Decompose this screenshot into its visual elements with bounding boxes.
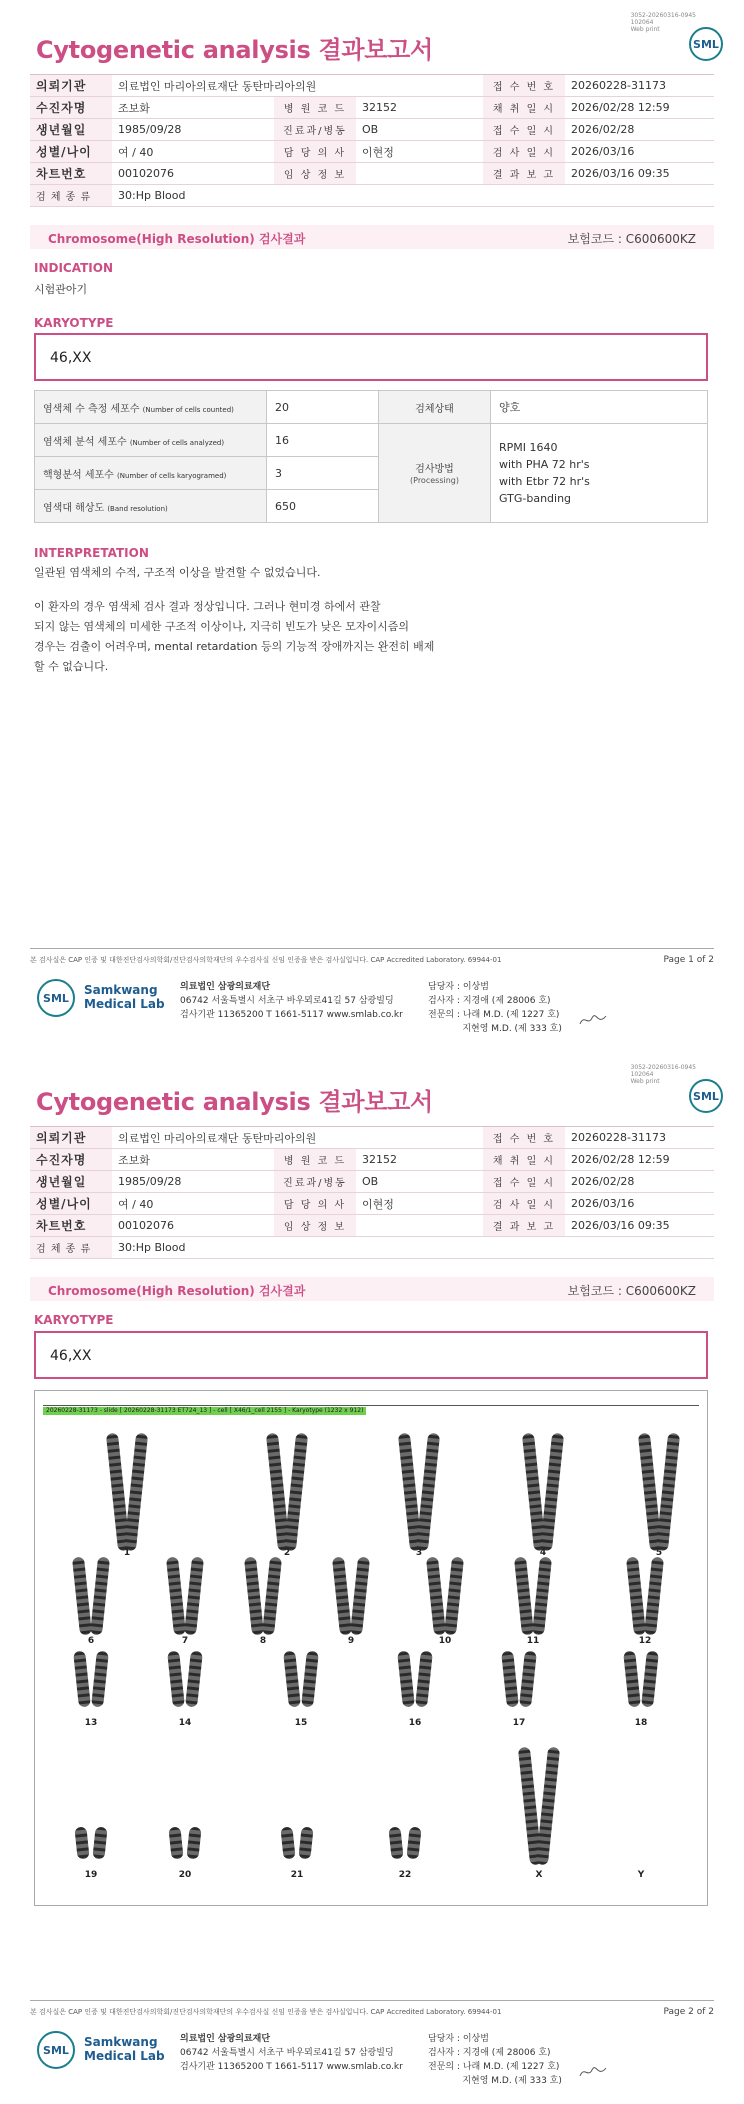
indication-value: 시험관아기 (34, 283, 88, 296)
interpretation-heading: INTERPRETATION (34, 546, 149, 560)
institution-value: 의료법인 마리아의료재단 동탄마리아의원 (112, 75, 483, 97)
chromosome-19-b (92, 1826, 107, 1859)
chromosome-pair-2 (266, 1433, 308, 1558)
chromosome-17-b (519, 1651, 537, 1708)
karyogram-svg (35, 1407, 707, 1905)
patient-info-table (30, 74, 714, 207)
label-received: 접 수 일 시 (483, 119, 565, 141)
chromosome-6-a (72, 1557, 92, 1636)
label-reported: 결 과 보 고 (483, 1215, 565, 1237)
lab-brand: Samkwang Medical Lab (84, 2035, 165, 2063)
page-number: Page 2 of 2 (663, 2007, 714, 2017)
lab-address: 의료법인 삼광의료재단 06742 서울특별시 서초구 바우뫼로41길 57 삼광빌딩 검사기관 11365200 T 1661-5117 www.smlab.co.kr (180, 2034, 403, 2072)
karyotype-value: 46,XX (50, 350, 92, 366)
label-patient: 수진자명 (30, 97, 112, 119)
label-sex-age: 성별/나이 (30, 141, 112, 163)
karyotype-heading: KARYOTYPE (34, 1313, 114, 1327)
print-code: 3052-20260316-0945 102064 Web print (630, 1064, 696, 1085)
chromosome-pair-1 (106, 1433, 148, 1558)
label-chart: 차트번호 (30, 163, 112, 185)
doctor-value: 이현정 (356, 1193, 483, 1215)
chromosome-label-17: 17 (512, 1718, 526, 1728)
chromosome-8-a (244, 1557, 264, 1636)
label-receipt-no: 접 수 번 호 (483, 75, 565, 97)
chromosome-label-10: 10 (438, 1636, 452, 1646)
dob-value: 1985/09/28 (112, 1171, 274, 1193)
signature-icon (578, 2064, 608, 2080)
dept-value: OB (356, 1171, 483, 1193)
collect-value: 2026/02/28 12:59 (565, 1149, 714, 1171)
section-bar (30, 1277, 714, 1301)
indication-heading: INDICATION (34, 261, 113, 275)
interpretation-text: 일관된 염색체의 수적, 구조적 이상을 발견할 수 없었습니다. 이 환자의 경우 염색체 검사 결과 정상입니다. 그러나 현미경 하에서 관찰 되지 않는 염색체의 미세한 구조적 이상이나, 지극히 빈도가 낮은 모자이시즘의 경우는 검출이 어려우며, mental retardation 등의 기능적 장애까지는 완전히 배제 할 수 없습니다. (34, 566, 435, 673)
print-code: 3052-20260316-0945 102064 Web print (630, 12, 696, 33)
svg-text:SML: SML (43, 2044, 69, 2057)
chromosome-14-a (167, 1651, 185, 1708)
chromosome-17-a (501, 1651, 519, 1708)
karyogram-image-bar: 20260228-31173 - slide [ 20260228-31173 ET724_13 ] - cell [ X46/1_cell 2155 ] - Karyotype (1232 x 912) (43, 1397, 699, 1406)
chromosome-20-a (168, 1826, 183, 1859)
insurance-code: 보험코드 : C600600KZ (567, 1284, 696, 1298)
signature-icon (578, 1012, 608, 1028)
label-collect: 채 취 일 시 (483, 1149, 565, 1171)
chromosome-9-b (350, 1557, 370, 1636)
page-title: Cytogenetic analysis 결과보고서 (36, 1088, 433, 1116)
chromosome-pair-9 (332, 1557, 370, 1646)
chromosome-14-b (185, 1651, 203, 1708)
label-patient: 수진자명 (30, 1149, 112, 1171)
chromosome-20-b (186, 1826, 201, 1859)
footer-divider (30, 948, 714, 949)
tested-value: 2026/03/16 (565, 141, 714, 163)
sex-age-value: 여 / 40 (112, 1193, 274, 1215)
footer-accreditation: 본 검사실은 CAP 인증 및 대한진단검사의학회/진단검사의학재단의 우수검사실 신임 인증을 받은 검사실입니다. CAP Accredited Laboratory. 69944-01 (30, 956, 502, 964)
chromosome-label-14: 14 (178, 1718, 192, 1728)
chromosome-label-9: 9 (347, 1636, 355, 1646)
footer-accreditation: 본 검사실은 CAP 인증 및 대한진단검사의학회/진단검사의학재단의 우수검사실 신임 인증을 받은 검사실입니다. CAP Accredited Laboratory. 69944-01 (30, 2008, 502, 2016)
label-received: 접 수 일 시 (483, 1171, 565, 1193)
label-institution: 의뢰기관 (30, 1127, 112, 1149)
chromosome-label-18: 18 (634, 1718, 648, 1728)
reported-value: 2026/03/16 09:35 (565, 1215, 714, 1237)
label-specimen: 검 체 종 류 (30, 1237, 112, 1259)
label-specimen: 검 체 종 류 (30, 185, 112, 207)
svg-text:SML: SML (43, 992, 69, 1005)
receipt-no-value: 20260228-31173 (565, 75, 714, 97)
specimen-value: 30:Hp Blood (112, 1237, 714, 1259)
chromosome-pair-18 (623, 1651, 659, 1728)
chromosome-11-a (514, 1557, 534, 1636)
specimen-value: 30:Hp Blood (112, 185, 714, 207)
chromosome-5-b (656, 1433, 680, 1552)
chromosome-label-5: 5 (655, 1548, 663, 1558)
cells-counted-label: 염색체 수 측정 세포수 (Number of cells counted) (35, 391, 267, 424)
chromosome-12-b (644, 1557, 664, 1636)
samkwang-logo-icon (36, 2030, 76, 2070)
patient-value: 조보화 (112, 1149, 274, 1171)
sml-logo-icon (688, 1078, 724, 1114)
chromosome-9-a (332, 1557, 352, 1636)
chromosome-label-7: 7 (181, 1636, 189, 1646)
chromosome-pair-11 (514, 1557, 552, 1646)
tested-value: 2026/03/16 (565, 1193, 714, 1215)
karyotype-value: 46,XX (50, 1348, 92, 1364)
label-tested: 검 사 일 시 (483, 141, 565, 163)
sml-logo-icon (688, 26, 724, 62)
specimen-state-value: 양호 (491, 391, 708, 424)
chromosome-pair-22 (388, 1826, 421, 1880)
clinical-value (356, 163, 483, 185)
insurance-code: 보험코드 : C600600KZ (567, 232, 696, 246)
chromosome-label-19: 19 (84, 1870, 98, 1880)
chromosome-label-6: 6 (87, 1636, 95, 1646)
lab-brand: Samkwang Medical Lab (84, 983, 165, 1011)
chromosome-pair-13 (73, 1651, 109, 1728)
hospital-code-value: 32152 (356, 1149, 483, 1171)
chromosome-label-3: 3 (415, 1548, 423, 1558)
cell-count-table (34, 390, 708, 523)
footer-divider (30, 2000, 714, 2001)
label-hospital-code: 병 원 코 드 (274, 97, 356, 119)
lab-staff: 담당자 : 이상범 검사자 : 지경애 (제 28006 호) 전문의 : 나래 M.D. (제 1227 호) 지현영 M.D. (제 333 호) (428, 982, 562, 1034)
chromosome-22-a (388, 1826, 403, 1859)
label-dob: 생년월일 (30, 119, 112, 141)
chromosome-11-b (532, 1557, 552, 1636)
label-receipt-no: 접 수 번 호 (483, 1127, 565, 1149)
chromosome-label-21: 21 (290, 1870, 304, 1880)
chromosome-pair-5 (638, 1433, 680, 1558)
chromosome-15-a (283, 1651, 301, 1708)
chromosome-label-20: 20 (178, 1870, 192, 1880)
collect-value: 2026/02/28 12:59 (565, 97, 714, 119)
label-clinical: 임 상 정 보 (274, 1215, 356, 1237)
patient-value: 조보화 (112, 97, 274, 119)
reported-value: 2026/03/16 09:35 (565, 163, 714, 185)
chromosome-pair-10 (426, 1557, 464, 1646)
chromosome-10-a (426, 1557, 446, 1636)
section-bar (30, 225, 714, 249)
chromosome-pair-17 (501, 1651, 537, 1728)
dept-value: OB (356, 119, 483, 141)
hospital-code-value: 32152 (356, 97, 483, 119)
method-label: 검사방법 (Processing) (379, 424, 491, 523)
chromosome-label-2: 2 (283, 1548, 291, 1558)
chromosome-7-b (184, 1557, 204, 1636)
chromosome-label-16: 16 (408, 1718, 422, 1728)
label-sex-age: 성별/나이 (30, 1193, 112, 1215)
chromosome-label-1: 1 (123, 1548, 131, 1558)
section-title: Chromosome(High Resolution) 검사결과 (48, 1284, 306, 1298)
cells-karyogramed-value: 3 (267, 457, 379, 490)
chromosome-label-22: 22 (398, 1870, 412, 1880)
chromosome-8-b (262, 1557, 282, 1636)
chromosome-pair-X (518, 1747, 560, 1880)
chromosome-19-a (74, 1826, 89, 1859)
chromosome-16-a (397, 1651, 415, 1708)
karyotype-box (34, 1331, 708, 1379)
svg-text:SML: SML (693, 1090, 719, 1103)
chromosome-label-Y: Y (637, 1870, 645, 1880)
karyotype-heading: KARYOTYPE (34, 316, 114, 330)
chromosome-6-b (90, 1557, 110, 1636)
karyotype-box (34, 333, 708, 381)
chromosome-10-b (444, 1557, 464, 1636)
chromosome-4-b (540, 1433, 564, 1552)
label-dept: 진료과/병동 (274, 119, 356, 141)
chromosome-X-b (536, 1747, 560, 1866)
specimen-state-label: 검체상태 (379, 391, 491, 424)
cells-analyzed-value: 16 (267, 424, 379, 457)
receipt-no-value: 20260228-31173 (565, 1127, 714, 1149)
received-value: 2026/02/28 (565, 1171, 714, 1193)
chromosome-pair-3 (398, 1433, 440, 1558)
label-dob: 생년월일 (30, 1171, 112, 1193)
chromosome-pair-8 (244, 1557, 282, 1646)
chromosome-pair-14 (167, 1651, 203, 1728)
label-institution: 의뢰기관 (30, 75, 112, 97)
method-value: RPMI 1640 with PHA 72 hr's with Etbr 72 hr's GTG-banding (491, 424, 708, 523)
page-number: Page 1 of 2 (663, 955, 714, 965)
chromosome-16-b (415, 1651, 433, 1708)
chromosome-21-a (280, 1826, 295, 1859)
chromosome-pair-16 (397, 1651, 433, 1728)
received-value: 2026/02/28 (565, 119, 714, 141)
chromosome-pair-12 (626, 1557, 664, 1646)
label-doctor: 담 당 의 사 (274, 141, 356, 163)
band-resolution-value: 650 (267, 490, 379, 523)
chromosome-label-X: X (535, 1870, 543, 1880)
page-title: Cytogenetic analysis 결과보고서 (36, 36, 433, 64)
chart-value: 00102076 (112, 163, 274, 185)
chromosome-7-a (166, 1557, 186, 1636)
chromosome-2-b (284, 1433, 308, 1552)
chromosome-18-b (641, 1651, 659, 1708)
label-dept: 진료과/병동 (274, 1171, 356, 1193)
label-doctor: 담 당 의 사 (274, 1193, 356, 1215)
band-resolution-label: 염색대 해상도 (Band resolution) (35, 490, 267, 523)
dob-value: 1985/09/28 (112, 119, 274, 141)
label-chart: 차트번호 (30, 1215, 112, 1237)
cells-karyogramed-label: 핵형분석 세포수 (Number of cells karyogramed) (35, 457, 267, 490)
sex-age-value: 여 / 40 (112, 141, 274, 163)
chromosome-pair-7 (166, 1557, 204, 1646)
section-title: Chromosome(High Resolution) 검사결과 (48, 232, 306, 246)
label-clinical: 임 상 정 보 (274, 163, 356, 185)
label-collect: 채 취 일 시 (483, 97, 565, 119)
chromosome-pair-6 (72, 1557, 110, 1646)
chromosome-label-11: 11 (526, 1636, 540, 1646)
chromosome-label-12: 12 (638, 1636, 652, 1646)
label-hospital-code: 병 원 코 드 (274, 1149, 356, 1171)
karyogram-image (34, 1390, 708, 1906)
cells-counted-value: 20 (267, 391, 379, 424)
doctor-value: 이현정 (356, 141, 483, 163)
chromosome-pair-Y (637, 1870, 645, 1880)
chromosome-1-b (124, 1433, 148, 1552)
clinical-value (356, 1215, 483, 1237)
svg-text:SML: SML (693, 38, 719, 51)
chromosome-22-b (406, 1826, 421, 1859)
label-reported: 결 과 보 고 (483, 163, 565, 185)
chromosome-pair-4 (522, 1433, 564, 1558)
chromosome-pair-15 (283, 1651, 319, 1728)
chromosome-15-b (301, 1651, 319, 1708)
lab-address: 의료법인 삼광의료재단 06742 서울특별시 서초구 바우뫼로41길 57 삼광빌딩 검사기관 11365200 T 1661-5117 www.smlab.co.kr (180, 982, 403, 1020)
chromosome-label-4: 4 (539, 1548, 547, 1558)
chromosome-label-15: 15 (294, 1718, 308, 1728)
chromosome-3-b (416, 1433, 440, 1552)
chromosome-18-a (623, 1651, 641, 1708)
chromosome-label-13: 13 (84, 1718, 98, 1728)
samkwang-logo-icon (36, 978, 76, 1018)
cells-analyzed-label: 염색체 분석 세포수 (Number of cells analyzed) (35, 424, 267, 457)
chart-value: 00102076 (112, 1215, 274, 1237)
chromosome-13-a (73, 1651, 91, 1708)
chromosome-12-a (626, 1557, 646, 1636)
institution-value: 의료법인 마리아의료재단 동탄마리아의원 (112, 1127, 483, 1149)
chromosome-13-b (91, 1651, 109, 1708)
chromosome-pair-19 (74, 1826, 107, 1880)
chromosome-pair-21 (280, 1826, 313, 1880)
chromosome-21-b (298, 1826, 313, 1859)
chromosome-label-8: 8 (259, 1636, 267, 1646)
chromosome-pair-20 (168, 1826, 201, 1880)
patient-info-table (30, 1126, 714, 1259)
label-tested: 검 사 일 시 (483, 1193, 565, 1215)
lab-staff: 담당자 : 이상범 검사자 : 지경애 (제 28006 호) 전문의 : 나래 M.D. (제 1227 호) 지현영 M.D. (제 333 호) (428, 2034, 562, 2086)
